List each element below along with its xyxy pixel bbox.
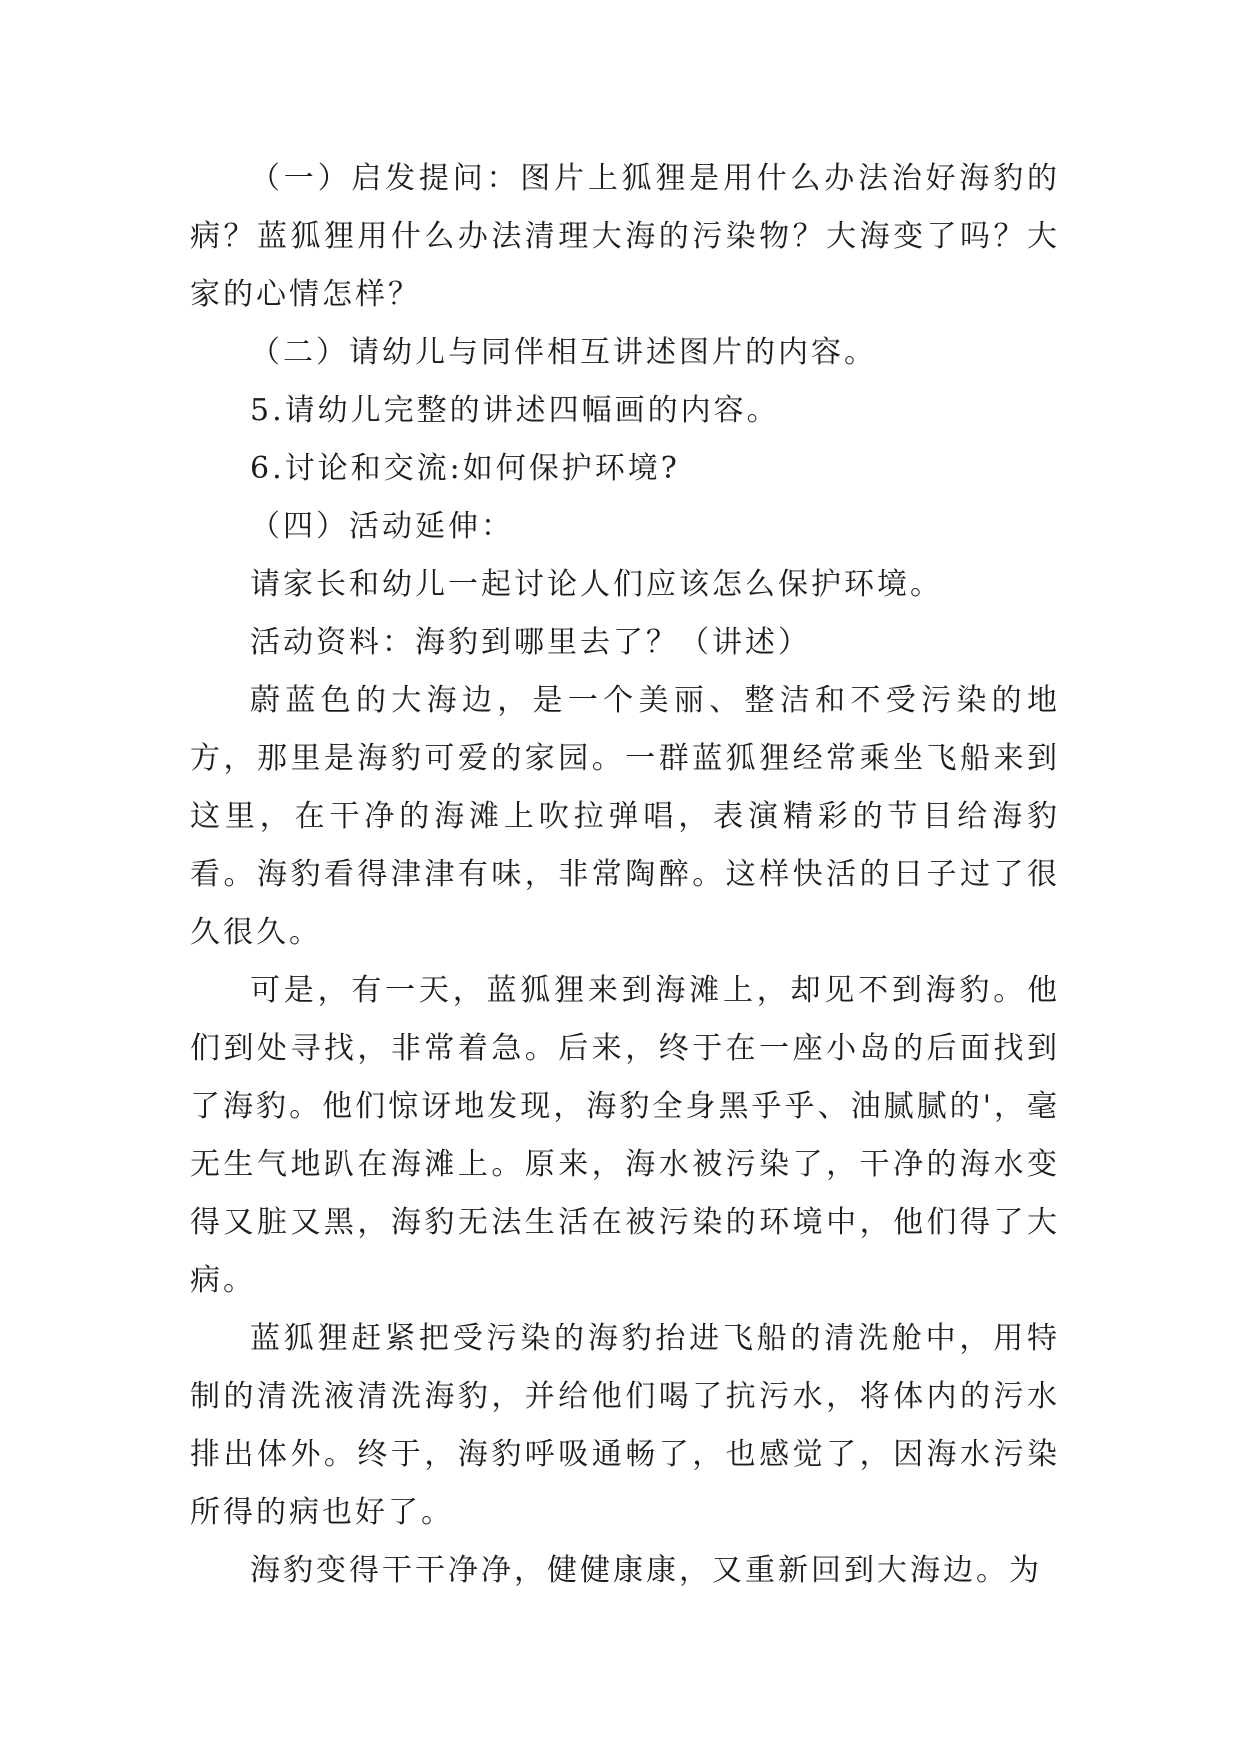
paragraph-step-6: 6.讨论和交流:如何保护环境? bbox=[250, 451, 680, 486]
story-paragraph-2: 可是，有一天，蓝狐狸来到海滩上，却见不到海豹。他们到处寻找，非常着急。后来，终于在一座小岛的后面找到了海豹。他们惊讶地发现，海豹全身黑乎乎、油腻腻的'，毫无生气地趴在海滩上。原来，海水被污染了，干净的海水变得又脏又黑，海豹无法生活在被污染的环境中，他们得了大病。 bbox=[190, 973, 1060, 1298]
story-paragraph-3: 蓝狐狸赶紧把受污染的海豹抬进飞船的清洗舱中，用特制的清洗液清洗海豹，并给他们喝了抗污水，将体内的污水排出体外。终于，海豹呼吸通畅了，也感觉了，因海水污染所得的病也好了。 bbox=[190, 1321, 1060, 1530]
paragraph-materials-heading: 活动资料：海豹到哪里去了？（讲述） bbox=[250, 625, 811, 660]
paragraph-extension-heading: （四）活动延伸： bbox=[250, 509, 514, 544]
story-paragraph-4: 海豹变得干干净净，健健康康，又重新回到大海边。为 bbox=[250, 1553, 1042, 1588]
paragraph-extension-body: 请家长和幼儿一起讨论人们应该怎么保护环境。 bbox=[250, 567, 943, 602]
story-paragraph-1: 蔚蓝色的大海边，是一个美丽、整洁和不受污染的地方，那里是海豹可爱的家园。一群蓝狐狸经常乘坐飞船来到这里，在干净的海滩上吹拉弹唱，表演精彩的节目给海豹看。海豹看得津津有味，非常陶醉。这样快活的日子过了很久很久。 bbox=[190, 683, 1060, 950]
paragraph-retell-with-peer: （二）请幼儿与同伴相互讲述图片的内容。 bbox=[250, 335, 877, 370]
document-page bbox=[190, 150, 1060, 1600]
paragraph-question: （一）启发提问：图片上狐狸是用什么办法治好海豹的病？蓝狐狸用什么办法清理大海的污染物？大海变了吗？大家的心情怎样？ bbox=[190, 161, 1060, 312]
paragraph-step-5: 5.请幼儿完整的讲述四幅画的内容。 bbox=[250, 393, 780, 428]
